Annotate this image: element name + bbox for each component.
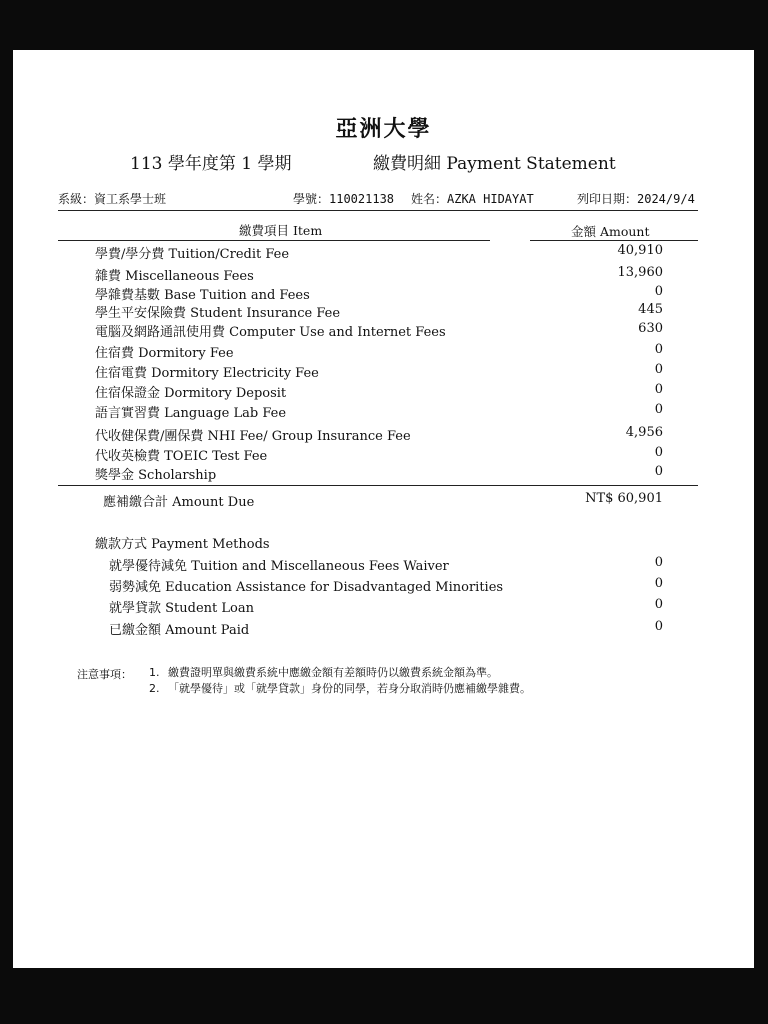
amount-column-header: 金額 Amount bbox=[571, 224, 650, 239]
note-item bbox=[149, 682, 549, 696]
fee-amount: 40,910 bbox=[617, 243, 663, 258]
student-name-label: 姓名：AZKA HIDAYAT bbox=[411, 192, 534, 206]
payment-amount: 0 bbox=[654, 576, 663, 591]
term-label: 113 學年度第 1 學期 bbox=[130, 154, 292, 174]
fee-row bbox=[13, 382, 754, 402]
fee-label: 雜費 Miscellaneous Fees bbox=[95, 269, 254, 284]
fee-row bbox=[13, 464, 754, 484]
note-item bbox=[149, 666, 549, 680]
print-date-label: 列印日期：2024/9/4 bbox=[577, 192, 695, 206]
statement-page bbox=[13, 50, 754, 968]
fee-row bbox=[13, 284, 754, 304]
department-label: 系級：資工系學士班 bbox=[58, 192, 167, 206]
fee-row bbox=[13, 362, 754, 382]
fee-label: 住宿保證金 Dormitory Deposit bbox=[95, 386, 287, 401]
fee-row bbox=[13, 321, 754, 341]
item-header-underline bbox=[58, 240, 490, 241]
notes-label: 注意事項： bbox=[77, 668, 132, 681]
fee-amount: 0 bbox=[654, 342, 663, 357]
fee-label: 語言實習費 Language Lab Fee bbox=[95, 406, 287, 421]
payment-methods-title: 繳款方式 Payment Methods bbox=[95, 537, 270, 552]
note-text: 繳費證明單與繳費系統中應繳金額有差額時仍以繳費系統金額為準。 bbox=[168, 666, 498, 679]
student-id-label: 學號：110021138 bbox=[293, 192, 395, 206]
fee-row bbox=[13, 265, 754, 285]
fee-label: 電腦及網路通訊使用費 Computer Use and Internet Fees bbox=[95, 325, 446, 340]
payment-row bbox=[13, 619, 754, 639]
fee-amount: 0 bbox=[654, 464, 663, 479]
payment-label: 就學貸款 Student Loan bbox=[109, 601, 254, 616]
fee-amount: 4,956 bbox=[625, 425, 663, 440]
item-column-header: 繳費項目 Item bbox=[239, 223, 323, 238]
fee-amount: 0 bbox=[654, 402, 663, 417]
fee-amount: 0 bbox=[654, 362, 663, 377]
note-number: 2. bbox=[149, 682, 160, 695]
fee-amount: 0 bbox=[654, 284, 663, 299]
fee-amount: 445 bbox=[638, 302, 663, 317]
fee-row bbox=[13, 243, 754, 263]
header-divider bbox=[58, 210, 698, 211]
fee-label: 學雜費基數 Base Tuition and Fees bbox=[95, 288, 310, 303]
payment-amount: 0 bbox=[654, 555, 663, 570]
university-name: 亞洲大學 bbox=[335, 116, 432, 142]
fee-row bbox=[13, 302, 754, 322]
payment-amount: 0 bbox=[654, 597, 663, 612]
fee-amount: 630 bbox=[638, 321, 663, 336]
fee-label: 學費/學分費 Tuition/Credit Fee bbox=[95, 247, 290, 262]
payment-row bbox=[13, 555, 754, 575]
note-text: 「就學優待」或「就學貸款」身份的同學，若身分取消時仍應補繳學雜費。 bbox=[168, 682, 531, 695]
fee-amount: 0 bbox=[654, 382, 663, 397]
payment-row bbox=[13, 597, 754, 617]
fee-amount: 13,960 bbox=[617, 265, 663, 280]
payment-row bbox=[13, 576, 754, 596]
note-number: 1. bbox=[149, 666, 160, 679]
amount-header-underline bbox=[530, 240, 698, 241]
amount-due-row bbox=[13, 491, 754, 511]
fee-row bbox=[13, 425, 754, 445]
payment-label: 弱勢減免 Education Assistance for Disadvantaged Minorities bbox=[109, 580, 504, 595]
fee-label: 住宿費 Dormitory Fee bbox=[95, 346, 234, 361]
fee-label: 代收健保費/團保費 NHI Fee/ Group Insurance Fee bbox=[95, 429, 411, 444]
statement-title: 繳費明細 Payment Statement bbox=[373, 154, 616, 174]
fee-amount: 0 bbox=[654, 445, 663, 460]
amount-due-value: NT$ 60,901 bbox=[585, 491, 663, 506]
fee-row bbox=[13, 445, 754, 465]
payment-label: 就學優待減免 Tuition and Miscellaneous Fees Waiver bbox=[109, 559, 449, 574]
total-divider bbox=[58, 485, 698, 486]
payment-label: 已繳金額 Amount Paid bbox=[109, 623, 250, 638]
fee-row bbox=[13, 402, 754, 422]
fee-label: 學生平安保險費 Student Insurance Fee bbox=[95, 306, 341, 321]
fee-label: 獎學金 Scholarship bbox=[95, 468, 217, 483]
fee-label: 代收英檢費 TOEIC Test Fee bbox=[95, 449, 268, 464]
amount-due-label: 應補繳合計 Amount Due bbox=[103, 495, 255, 510]
fee-row bbox=[13, 342, 754, 362]
payment-amount: 0 bbox=[654, 619, 663, 634]
fee-label: 住宿電費 Dormitory Electricity Fee bbox=[95, 366, 319, 381]
